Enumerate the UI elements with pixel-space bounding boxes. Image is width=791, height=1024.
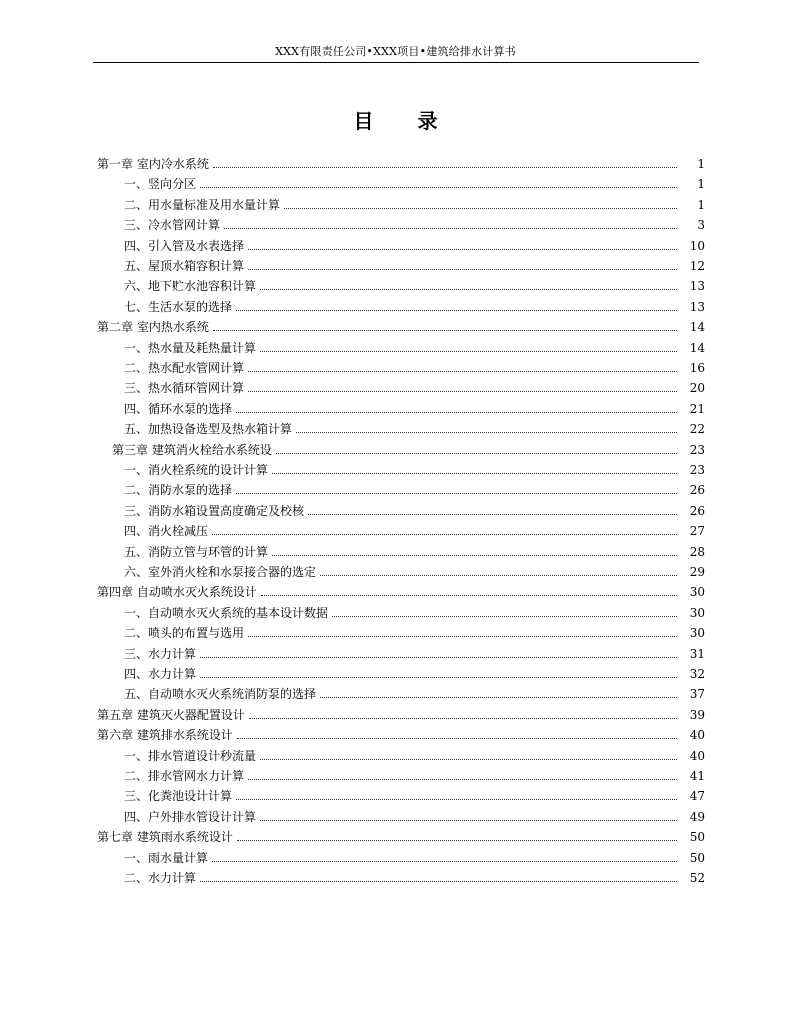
toc-entry-label: 四、消火栓减压 <box>124 524 209 539</box>
toc-entry-page-number: 14 <box>689 320 705 335</box>
toc-entry[interactable] <box>124 233 705 253</box>
toc-dot-leader <box>212 533 677 535</box>
toc-entry-label: 六、地下贮水池容积计算 <box>124 279 257 294</box>
toc-entry-label: 三、消防水箱设置高度确定及校核 <box>124 503 305 518</box>
toc-entry-label: 二、热水配水管网计算 <box>124 361 245 375</box>
toc-entry-page-number: 30 <box>689 605 705 620</box>
toc-dot-leader <box>276 452 677 454</box>
toc-entry-page-number: 50 <box>689 850 705 865</box>
toc-entry-label: 二、喷头的布置与选用 <box>124 626 245 641</box>
toc-dot-leader <box>200 880 677 882</box>
toc-entry-label: 六、室外消火栓和水泵接合器的选定 <box>124 565 317 579</box>
toc-dot-leader <box>260 758 677 760</box>
toc-dot-leader <box>237 737 677 739</box>
toc-entry-page-number: 10 <box>689 238 705 253</box>
toc-entry-page-number: 20 <box>689 381 705 396</box>
toc-entry-page-number: 31 <box>689 646 705 661</box>
toc-entry-label: 第六章 建筑排水系统设计 <box>97 728 233 743</box>
toc-dot-leader <box>224 227 677 229</box>
toc-entry[interactable] <box>124 416 705 436</box>
toc-dot-leader <box>320 574 677 576</box>
toc-entry-page-number: 40 <box>689 748 705 763</box>
toc-dot-leader <box>248 635 677 637</box>
toc-dot-leader <box>248 778 677 780</box>
toc-entry-label: 一、排水管道设计秒流量 <box>124 748 257 763</box>
toc-entry-page-number: 49 <box>689 809 705 824</box>
toc-entry-page-number: 30 <box>689 626 705 641</box>
toc-entry[interactable] <box>124 600 705 620</box>
toc-entry[interactable] <box>124 681 705 701</box>
toc-entry-label: 四、水力计算 <box>124 667 197 681</box>
toc-entry[interactable] <box>124 641 705 661</box>
toc-entry[interactable] <box>124 661 705 681</box>
toc-entry-page-number: 28 <box>689 544 705 559</box>
toc-dot-leader <box>236 492 677 494</box>
toc-entry-label: 第五章 建筑灭火器配置设计 <box>97 707 245 722</box>
toc-entry-label: 一、热水量及耗热量计算 <box>124 340 257 355</box>
toc-dot-leader <box>320 696 677 698</box>
toc-dot-leader <box>272 554 677 556</box>
toc-entry-page-number: 47 <box>689 789 705 804</box>
toc-dot-leader <box>237 839 677 841</box>
toc-entry-page-number: 12 <box>689 259 705 273</box>
toc-entry[interactable] <box>124 539 705 559</box>
toc-entry-page-number: 39 <box>689 707 705 722</box>
title-char-right: 录 <box>417 109 438 133</box>
toc-dot-leader <box>213 329 677 331</box>
toc-entry-page-number: 26 <box>689 483 705 498</box>
running-header: XXX有限责任公司•XXX项目•建筑给排水计算书 <box>275 45 516 58</box>
toc-entry[interactable] <box>124 294 705 314</box>
toc-entry-label: 三、热水循环管网计算 <box>124 381 245 396</box>
toc-entry[interactable] <box>124 477 705 497</box>
toc-entry[interactable] <box>124 212 705 232</box>
toc-entry[interactable] <box>124 498 705 518</box>
toc-entry[interactable] <box>124 763 705 783</box>
toc-dot-leader <box>248 370 677 372</box>
toc-entry-label: 五、自动喷水灭火系统消防泵的选择 <box>124 687 317 702</box>
toc-entry[interactable] <box>124 457 705 477</box>
toc-entry-label: 五、屋顶水箱容积计算 <box>124 259 245 273</box>
toc-entry-page-number: 41 <box>689 769 705 783</box>
toc-entry-page-number: 1 <box>697 157 705 171</box>
toc-dot-leader <box>236 411 677 413</box>
toc-entry-page-number: 22 <box>689 422 705 437</box>
toc-dot-leader <box>248 390 677 392</box>
toc-entry-label: 三、化粪池设计计算 <box>124 789 233 804</box>
toc-entry[interactable] <box>97 579 705 599</box>
toc-entry[interactable] <box>124 620 705 640</box>
toc-entry-page-number: 23 <box>689 463 705 477</box>
toc-dot-leader <box>248 268 677 270</box>
toc-entry-label: 一、竖向分区 <box>124 177 197 192</box>
toc-dot-leader <box>213 166 677 168</box>
toc-entry[interactable] <box>124 253 705 273</box>
toc-entry-label: 一、雨水量计算 <box>124 850 209 865</box>
toc-dot-leader <box>248 248 677 250</box>
toc-entry-label: 四、循环水泵的选择 <box>124 401 233 416</box>
toc-entry-page-number: 1 <box>697 177 705 192</box>
toc-dot-leader <box>308 513 677 515</box>
toc-entry[interactable] <box>112 437 705 457</box>
toc-entry[interactable] <box>97 314 705 334</box>
toc-entry[interactable] <box>124 192 705 212</box>
toc-entry-label: 四、户外排水管设计计算 <box>124 809 257 824</box>
toc-entry-label: 二、排水管网水力计算 <box>124 769 245 783</box>
toc-entry[interactable] <box>124 743 705 763</box>
page-title <box>0 105 791 134</box>
toc-entry-page-number: 50 <box>689 830 705 845</box>
toc-entry[interactable] <box>124 375 705 395</box>
toc-entry[interactable] <box>97 722 705 742</box>
toc-dot-leader <box>260 288 677 290</box>
toc-entry[interactable] <box>124 396 705 416</box>
toc-entry[interactable] <box>124 355 705 375</box>
toc-entry-label: 一、自动喷水灭火系统的基本设计数据 <box>124 605 329 620</box>
toc-entry[interactable] <box>124 518 705 538</box>
toc-dot-leader <box>272 472 677 474</box>
toc-entry-label: 第四章 自动喷水灭火系统设计 <box>97 585 257 600</box>
toc-dot-leader <box>200 656 677 658</box>
toc-entry[interactable] <box>124 171 705 191</box>
toc-entry-page-number: 16 <box>689 361 705 375</box>
toc-dot-leader <box>261 594 677 596</box>
toc-entry-page-number: 1 <box>697 197 705 212</box>
toc-entry[interactable] <box>97 151 705 171</box>
toc-entry-page-number: 52 <box>689 871 705 885</box>
toc-dot-leader <box>212 860 677 862</box>
toc-entry[interactable] <box>124 783 705 803</box>
toc-entry-page-number: 14 <box>689 340 705 355</box>
toc-entry-page-number: 3 <box>697 218 705 233</box>
toc-entry-page-number: 27 <box>689 524 705 539</box>
toc-dot-leader <box>200 676 677 678</box>
toc-dot-leader <box>249 717 677 719</box>
toc-entry-label: 第一章 室内冷水系统 <box>97 157 209 171</box>
toc-entry-page-number: 37 <box>689 687 705 702</box>
toc-entry-label: 一、消火栓系统的设计计算 <box>124 463 269 477</box>
toc-entry-page-number: 29 <box>689 565 705 579</box>
header-divider <box>93 62 699 63</box>
title-char-left: 目 <box>353 109 374 133</box>
toc-entry[interactable] <box>124 804 705 824</box>
toc-entry-label: 五、加热设备选型及热水箱计算 <box>124 422 293 437</box>
toc-entry[interactable] <box>124 845 705 865</box>
toc-entry-page-number: 26 <box>689 503 705 518</box>
toc-entry-page-number: 21 <box>689 401 705 416</box>
toc-entry[interactable] <box>124 865 705 885</box>
toc-entry-label: 二、消防水泵的选择 <box>124 483 233 498</box>
toc-entry-label: 第七章 建筑雨水系统设计 <box>97 830 233 845</box>
toc-dot-leader <box>260 819 677 821</box>
toc-entry-label: 五、消防立管与环管的计算 <box>124 544 269 559</box>
toc-entry-label: 四、引入管及水表选择 <box>124 238 245 253</box>
toc-entry[interactable] <box>124 335 705 355</box>
toc-entry-label: 二、用水量标准及用水量计算 <box>124 197 281 212</box>
toc-dot-leader <box>332 615 677 617</box>
toc-dot-leader <box>236 309 677 311</box>
toc-entry[interactable] <box>124 559 705 579</box>
toc-dot-leader <box>260 350 677 352</box>
toc-entry[interactable] <box>124 273 705 293</box>
toc-entry[interactable] <box>97 824 705 844</box>
toc-entry[interactable] <box>97 702 705 722</box>
toc-entry-label: 第二章 室内热水系统 <box>97 320 209 335</box>
toc-entry-page-number: 13 <box>689 299 705 314</box>
toc-entry-label: 三、冷水管网计算 <box>124 218 221 233</box>
toc-dot-leader <box>200 186 677 188</box>
toc-entry-page-number: 40 <box>689 728 705 743</box>
toc-entry-label: 第三章 建筑消火栓给水系统设 <box>112 442 272 457</box>
toc-dot-leader <box>296 431 677 433</box>
toc-dot-leader <box>284 207 677 209</box>
toc-entry-page-number: 23 <box>689 442 705 457</box>
toc-entry-page-number: 13 <box>689 279 705 294</box>
toc-entry-label: 七、生活水泵的选择 <box>124 299 233 314</box>
toc-dot-leader <box>236 798 677 800</box>
toc-entry-label: 二、水力计算 <box>124 871 197 885</box>
toc-entry-page-number: 30 <box>689 585 705 600</box>
toc-entry-page-number: 32 <box>689 667 705 681</box>
toc-entry-label: 三、水力计算 <box>124 646 197 661</box>
